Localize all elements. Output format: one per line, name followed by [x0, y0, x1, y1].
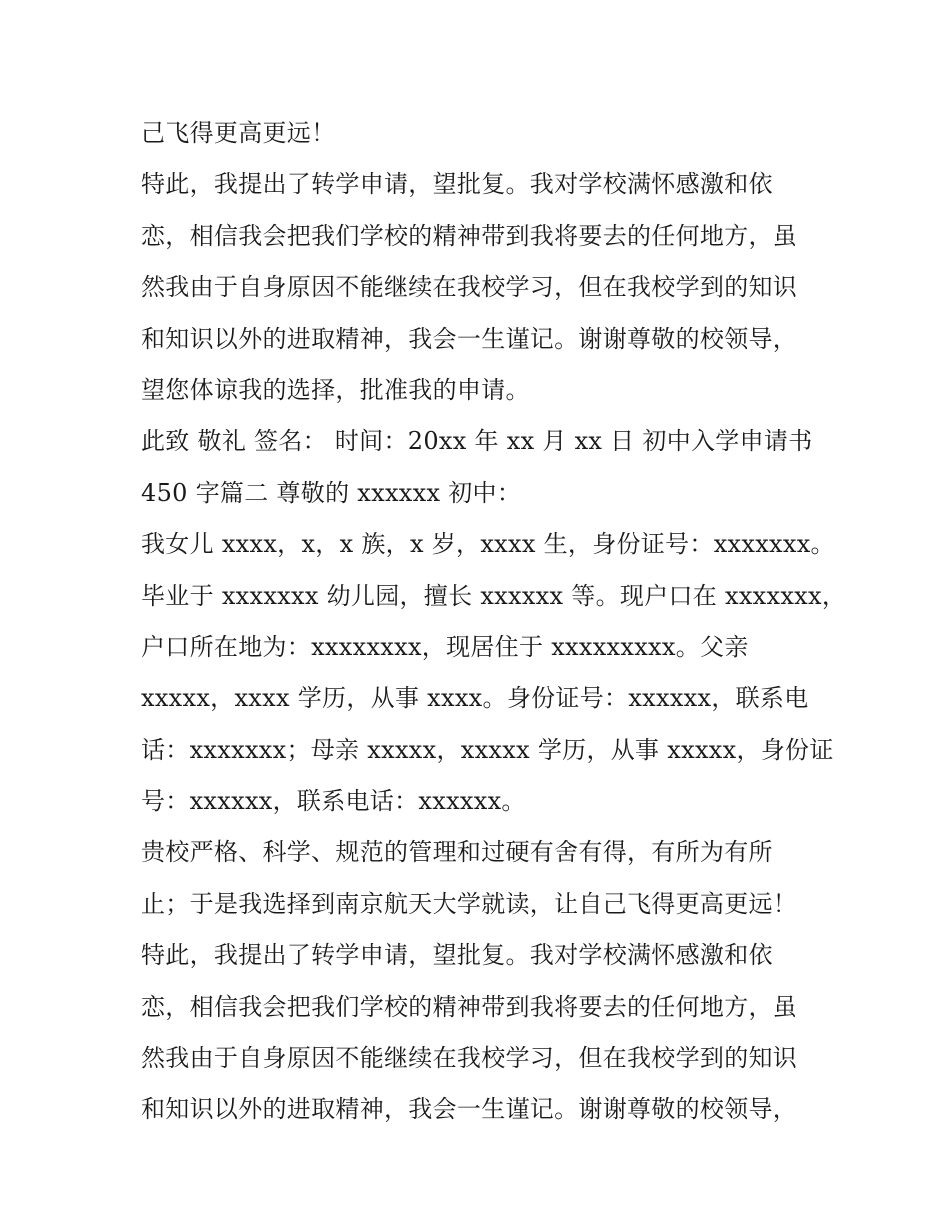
text-line: 号：xxxxxx，联系电话：xxxxxx。	[141, 787, 526, 816]
text-line: 望您体谅我的选择，批准我的申请。	[141, 375, 530, 404]
text-line: 特此，我提出了转学申请，望批复。我对学校满怀感激和依	[141, 170, 773, 199]
text-line: xxxxx，xxxx 学历，从事 xxxx。身份证号：xxxxxx，联系电	[141, 684, 809, 713]
text-line: 450 字篇二 尊敬的 xxxxxx 初中：	[141, 478, 522, 507]
text-line: 己飞得更高更远！	[141, 119, 336, 147]
document-body	[141, 108, 847, 1136]
text-line: 话：xxxxxxx；母亲 xxxxx，xxxxx 学历，从事 xxxxx，身份证	[141, 735, 834, 764]
text-line: 我女儿 xxxx，x，x 族，x 岁，xxxx 生，身份证号：xxxxxxx。	[141, 530, 835, 559]
text-line: 和知识以外的进取精神，我会一生谨记。谢谢尊敬的校领导，	[141, 1095, 798, 1124]
text-line: 然我由于自身原因不能继续在我校学习，但在我校学到的知识	[141, 1044, 798, 1073]
text-line: 止；于是我选择到南京航天大学就读，让自己飞得更高更远！	[141, 889, 798, 918]
text-line: 恋，相信我会把我们学校的精神带到我将要去的任何地方，虽	[141, 221, 798, 250]
text-line: 恋，相信我会把我们学校的精神带到我将要去的任何地方，虽	[141, 992, 798, 1021]
text-line: 然我由于自身原因不能继续在我校学习，但在我校学到的知识	[141, 273, 798, 302]
text-line: 此致 敬礼 签名： 时间：20xx 年 xx 月 xx 日 初中入学申请书	[141, 427, 813, 456]
text-line: 和知识以外的进取精神，我会一生谨记。谢谢尊敬的校领导，	[141, 324, 798, 353]
text-line: 毕业于 xxxxxxx 幼儿园，擅长 xxxxxx 等。现户口在 xxxxxxx，	[141, 581, 847, 610]
text-line: 特此，我提出了转学申请，望批复。我对学校满怀感激和依	[141, 941, 773, 970]
text-line: 户口所在地为：xxxxxxxx，现居住于 xxxxxxxxx。父亲	[141, 632, 749, 661]
text-line: 贵校严格、科学、规范的管理和过硬有舍有得，有所为有所	[141, 838, 773, 867]
